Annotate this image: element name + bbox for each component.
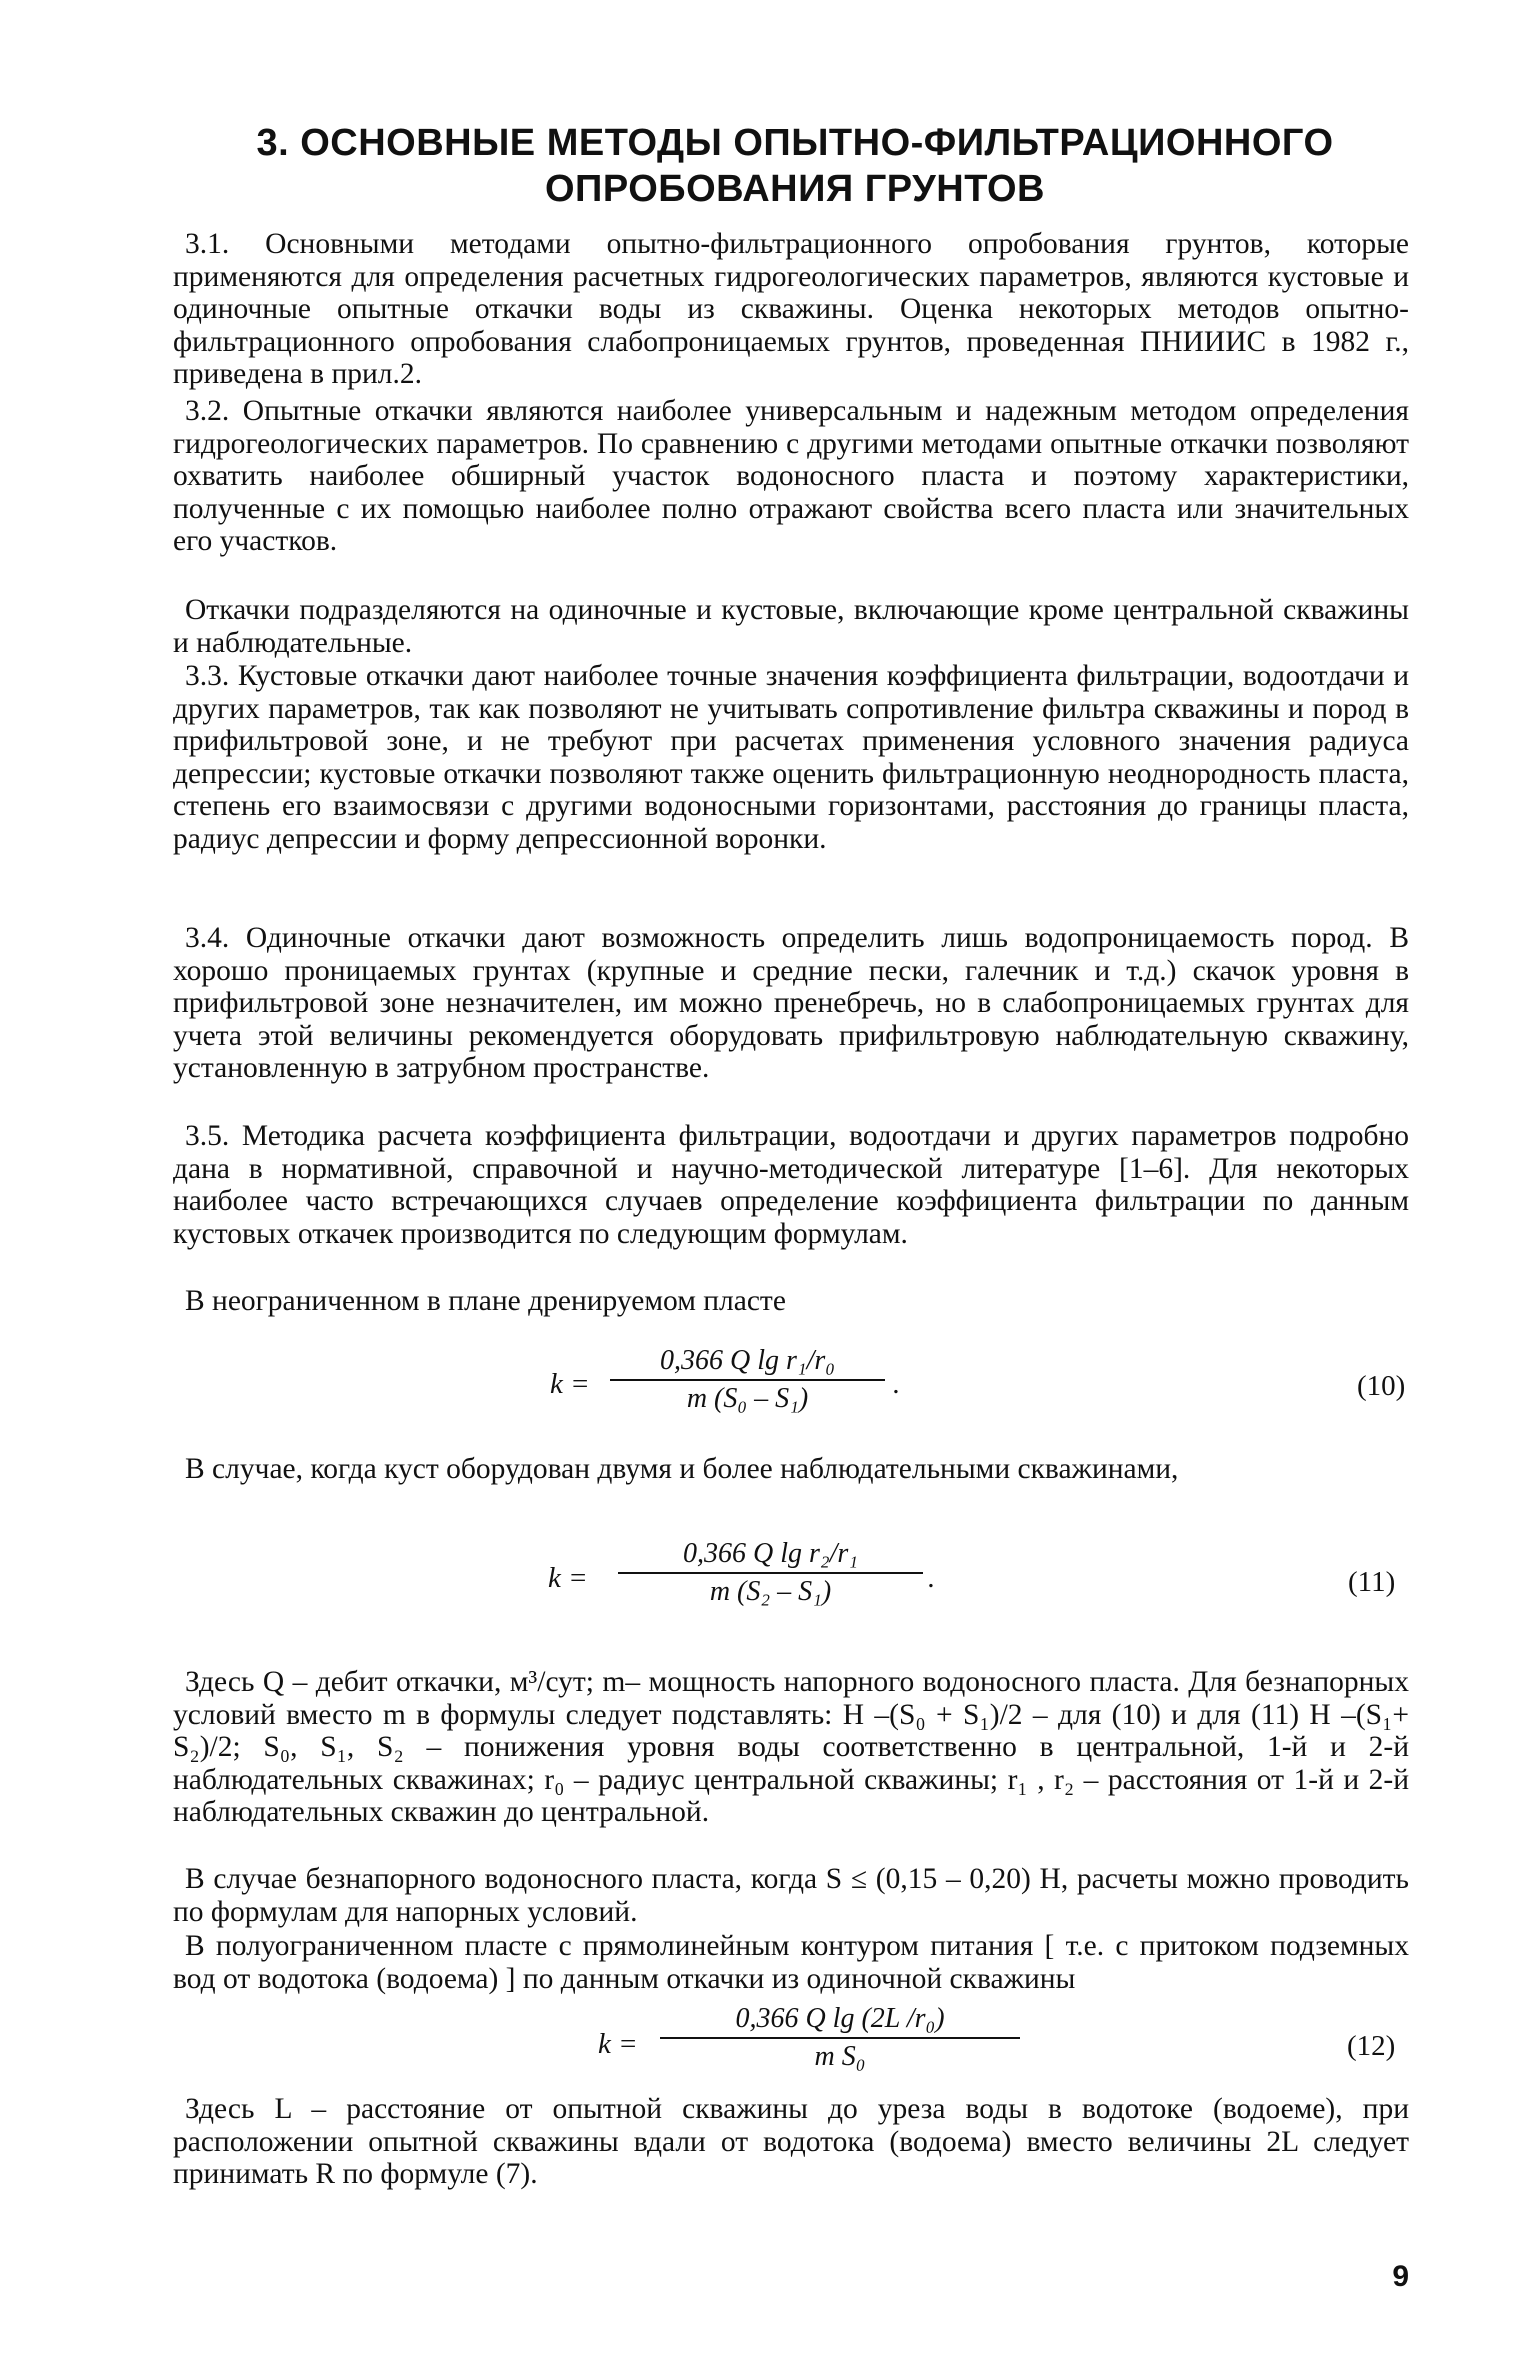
formula-10-numerator: 0,366 Q lg r₁/r₀ <box>659 1345 836 1376</box>
formula-12-numerator: 0,366 Q lg (2L /r₀) <box>735 2003 945 2034</box>
paragraph-semi-bounded: В полуограниченном пласте с прямолинейным контуром питания [ т.е. с притоком подземных вод от водотока (водоема) ] по данным откачки из одиночной скважины <box>173 1930 1409 1995</box>
paragraph-3-2-continued: Откачки подразделяются на одиночные и кустовые, включающие кроме центральной скважины и наблюдательные. <box>173 594 1409 659</box>
equation-number-10: (10) <box>1357 1370 1406 1402</box>
paragraph-notation-2: Здесь L – расстояние от опытной скважины до уреза воды в водотоке (водоеме), при расположении опытной скважины вдали от водотока (водоема) вместо величины 2L следует принимать R по формуле (7). <box>173 2093 1409 2191</box>
equation-number-11: (11) <box>1348 1566 1396 1598</box>
page-number: 9 <box>1392 2260 1409 2293</box>
paragraph-3-4: 3.4. Одиночные откачки дают возможность определить лишь водопроницаемость пород. В хорошо проницаемых грунтах (крупные и средние пески, галечник и т.д.) скачок уровня в прифильтровой зоне незначителен, им можно пренебречь, но в слабопроницаемых грунтах для учета этой величины рекомендуется оборудовать прифильтровую наблюдательную скважину, установленную в затрубном пространстве. <box>173 922 1409 1085</box>
equation-number-12: (12) <box>1347 2030 1396 2062</box>
paragraph-unconfined: В случае безнапорного водоносного пласта, когда S ≤ (0,15 – 0,20) H, расчеты можно проводить по формулам для напорных условий. <box>173 1863 1409 1928</box>
paragraph-cluster-case: В случае, когда куст оборудован двумя и более наблюдательными скважинами, <box>185 1453 1179 1485</box>
formula-10-denominator: m (S₀ – S₁) <box>686 1383 809 1414</box>
formula-11-numerator: 0,366 Q lg r₂/r₁ <box>682 1538 859 1569</box>
formula-11-fraction <box>618 1538 923 1608</box>
fraction-bar <box>618 1572 923 1574</box>
formula-11-lhs: k = <box>548 1562 588 1594</box>
paragraph-3-5: 3.5. Методика расчета коэффициента фильтрации, водоотдачи и других параметров подробно дана в нормативной, справочной и научно-методической литературе [1–6]. Для некоторых наиболее часто встречающихся случаев определение коэффициента фильтрации по данным кустовых откачек производится по следующим формулам. <box>173 1120 1409 1250</box>
formula-11-denominator: m (S₂ – S₁) <box>709 1576 832 1607</box>
formula-12-denominator: m S₀ <box>814 2041 866 2072</box>
formula-12-lhs: k = <box>598 2028 638 2060</box>
paragraph-unbounded-intro: В неограниченном в плане дренируемом пласте <box>185 1285 786 1317</box>
paragraph-3-3: 3.3. Кустовые откачки дают наиболее точные значения коэффициента фильтрации, водоотдачи и других параметров, так как позволяют не учитывать сопротивление фильтра скважины и пород в прифильтровой зоне, и не требуют при расчетах применения условного значения радиуса депрессии; кустовые откачки позволяют также оценить фильтрационную неоднородность пласта, степень его взаимосвязи с другими водоносными горизонтами, расстояния до границы пласта, радиус депрессии и форму депрессионной воронки. <box>173 660 1409 855</box>
formula-10-tail: . <box>893 1368 901 1400</box>
paragraph-3-1: 3.1. Основными методами опытно-фильтрационного опробования грунтов, которые применяются для определения расчетных гидрогеологических параметров, являются кустовые и одиночные опытные откачки воды из скважины. Оценка некоторых методов опытно-фильтрационного опробования слабопроницаемых грунтов, проведенная ПНИИИС в 1982 г., приведена в прил.2. <box>173 228 1409 391</box>
formula-10-lhs: k = <box>550 1368 590 1400</box>
section-heading-line2: ОПРОБОВАНИЯ ГРУНТОВ <box>545 168 1045 210</box>
fraction-bar <box>660 2037 1020 2039</box>
section-heading-line1: 3. ОСНОВНЫЕ МЕТОДЫ ОПЫТНО-ФИЛЬТРАЦИОННОГО <box>256 122 1334 164</box>
paragraph-3-2: 3.2. Опытные откачки являются наиболее универсальным и надежным методом определения гидрогеологических параметров. По сравнению с другими методами опытные откачки позволяют охватить наиболее обширный участок водоносного пласта и поэтому характеристики, полученные с их помощью наиболее полно отражают свойства всего пласта или значительных его участков. <box>173 395 1409 558</box>
formula-11-tail: . <box>928 1562 936 1594</box>
paragraph-notation-1: Здесь Q – дебит откачки, м³/сут; m– мощность напорного водоносного пласта. Для безнапорных условий вместо m в формулы следует подставлять: H –(S₀ + S₁)/2 – для (10) и для (11) H –(S₁+ S₂)/2; S₀, S₁, S₂ – понижения уровня воды соответственно в центральной, 1-й и 2-й наблюдательных скважинах; r₀ – радиус центральной скважины; r₁ , r₂ – расстояния от 1-й и 2-й наблюдательных скважин до центральной. <box>173 1666 1409 1829</box>
fraction-bar <box>610 1379 885 1381</box>
formula-10-fraction <box>610 1345 885 1415</box>
formula-12-fraction <box>660 2003 1020 2073</box>
